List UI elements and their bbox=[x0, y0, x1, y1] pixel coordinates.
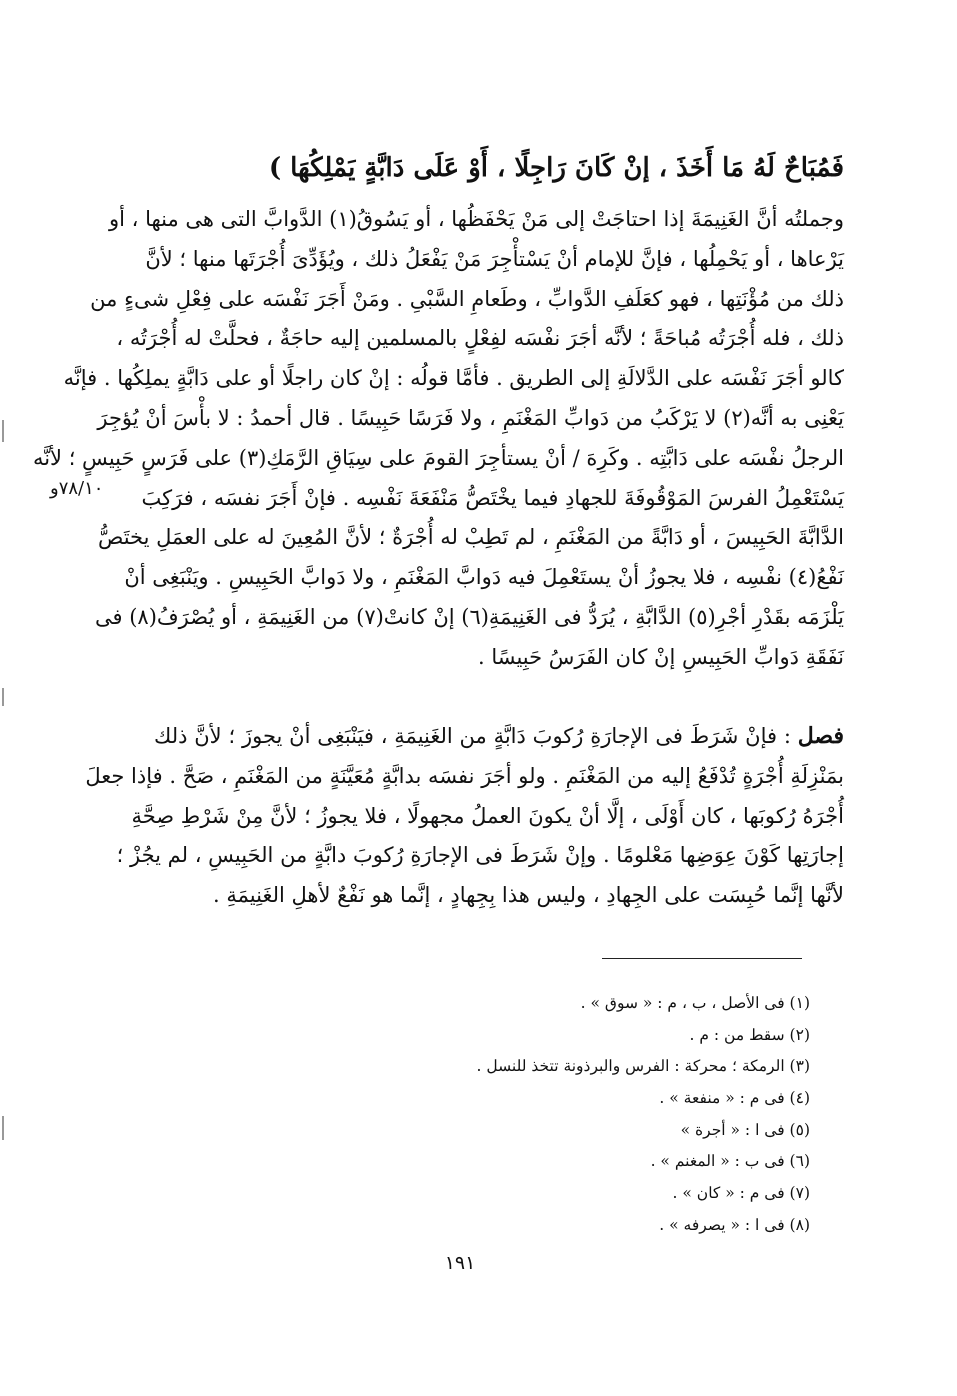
footnote: (٤) فى م : « منفعة » . bbox=[659, 1089, 810, 1108]
footnote: (٣) الرمكة ؛ محركة : الفرس والبرذونة تتخذ للنسل . bbox=[476, 1057, 810, 1076]
commentary-paragraph-2 bbox=[85, 717, 844, 927]
footnote: (١) فى الأصل ، ب ، م : « سوق » . bbox=[580, 994, 810, 1012]
text-line: يَعْنِى به أنَّه(٢) لا يَرْكَبُ من دَوابِّ المَغْنَمِ ، ولا فَرَسًا حَبِيسًا . قال أحمدُ : لا بأْسَ أنْ يُؤجِرَ bbox=[97, 405, 844, 430]
scan-edge-mark bbox=[2, 688, 4, 706]
text-line: كالو أجَرَ نَفْسَه على الدَّلالَةِ إلى الطريق . فأمَّا قولُه : إنْ كان راجلًا أو على دَابَّةٍ يملِكُها . فإنَّه bbox=[63, 366, 844, 391]
section-heading: فصل bbox=[797, 723, 844, 749]
text-line: ذلك من مُؤْنَتِها ، فهو كعَلَفِ الدَّوابِّ ، وطَعامِ السَّبْىِ . ومَنْ أَجَرَ نَفْسَه على فِعْلِ شىءٍ من bbox=[90, 286, 844, 311]
margin-folio-note: ٧٨/١٠و bbox=[50, 478, 104, 499]
text-line: يَسْتَعْمِلُ الفرسَ المَوْقُوفَةَ للجهادِ فيما يخْتَصُّ مَنْفَعَةَ نَفْسِه . فإنْ أَجَرَ نفسَه ، فرَكِبَ bbox=[141, 485, 844, 510]
text-line: يَرْعاها ، أو يَحْمِلُها ، فإنَّ للإمام أنْ يَسْتأْجِرَ مَنْ يَفْعَلُ ذلك ، ويُؤَدِّىَ أُجْرَتَها منها ؛ لأنَّ bbox=[145, 246, 844, 271]
text-line: بمَنْزِلَةِ أُجْرَةٍ تُدْفَعُ إليه من المَغْنَمِ . ولو أجَرَ نفسَه بدابَّةٍ مُعَيَّنَةٍ من المَغْنَمِ ، صَحَّ . فإذا جعلَ bbox=[85, 763, 844, 788]
footnote: (٢) سقط من : م . bbox=[689, 1025, 810, 1044]
footnote-divider bbox=[602, 958, 802, 959]
text-line: نَفَقَةِ دَوابِّ الحَبِيسِ إنْ كان الفَرَسُ حَبِيسًا . bbox=[477, 644, 844, 669]
footnote: (٧) فى م : « كان » . bbox=[672, 1184, 810, 1203]
text-line: وجملتُه أنَّ الغَنِيمَةَ إذا احتاجَتْ إلى مَنْ يَحْفَظُها ، أو يَسُوقُ(١) الدَّوابَّ التى هى منها ، أو bbox=[108, 207, 844, 231]
footnote: (٥) فى ا : « أجرة » bbox=[680, 1120, 810, 1139]
text-line-body: : فإنْ شَرَطَ فى الإجارَةِ رُكوبَ دَابَّةٍ من الغَنِيمَةِ ، فيَنْبَغِى أنْ يجوزَ ؛ لأنَّ ذلك bbox=[154, 724, 791, 748]
text-line bbox=[154, 717, 844, 757]
footnote: (٦) فى ب : « المغنم » . bbox=[650, 1152, 810, 1171]
scan-edge-mark bbox=[2, 1116, 4, 1140]
text-line: أُجْرَهُ رُكوبَها ، كان أَوْلَى ، إلَّا أنْ يكونَ العملُ مجهولًا ، فلا يجوزُ ؛ لأنَّ مِنْ شَرْطِ صِحَّةِ bbox=[131, 803, 844, 828]
text-line: الدَّابَّةَ الحَبِيسَ ، أو دَابَّةً من المَغْنَمِ ، لم تَطِبْ له أُجْرَةٌ ؛ لأنَّ المُعِينَ له على العمَلِ يختَصُّ bbox=[97, 525, 844, 550]
text-line: إجارَتِها كَوْنَ عِوَضِها مَعْلومًا . وإنْ شَرَطَ فى الإجارَةِ رُكوبَ دابَّةٍ من الحَبِيسِ ، لم يجُزْ ؛ bbox=[116, 843, 844, 868]
footnotes bbox=[300, 988, 810, 1242]
text-line: يَلْزَمَه بقَدْرِ أجْرِ(٥) الدَّابَّةِ ، يُرَدُّ فى الغَنِيمَةِ(٦) إنْ كانتْ(٧) من الغَنِيمَةِ ، أو يُصْرَفُ(٨) فى bbox=[95, 604, 844, 629]
scan-edge-mark bbox=[2, 420, 4, 442]
text-line: الرجلُ نفْسَه على دَابَّتِه . وكَرِهَ / أنْ يستأجِرَ القومَ على سِيَاقِ الرَّمَكِ(٣) على فَرَسٍ حَبِيسٍ ؛ لأنَّه bbox=[32, 445, 844, 470]
text-line: نَفْعُ(٤) نفْسِه ، فلا يجوزُ أنْ يستَعْمِلَ فيه دَوابَّ المَغْنَمِ ، ولا دَوابَّ الحَبِيسِ . ويَنْبَغِى أنْ bbox=[124, 565, 844, 590]
page-number: ١٩١ bbox=[444, 1252, 476, 1274]
matn-heading: فَمُبَاحٌ لَهُ مَا أَخَذَ ، إنْ كَانَ رَاجِلًا ، أَوْ عَلَى دَابَّةٍ يَمْلِكُهَا ) bbox=[268, 153, 844, 183]
text-line: لأنَّها إنَّما حُبِسَت على الجِهادِ ، وليس هذا بِجِهادٍ ، إنَّما هو نَفْعٌ لأهلِ الغَنِيمَةِ . bbox=[213, 883, 844, 908]
text-line: ذلك ، فله أُجْرَتُه مُباحَةً ؛ لأنَّه أجَرَ نفْسَه لفِعْلٍ بالمسلمين إليه حاجَةٌ ، فحلَّتْ له أُجْرَتُه ، bbox=[116, 326, 844, 351]
footnote: (٨) فى ا : « يصرفه » . bbox=[659, 1215, 810, 1234]
